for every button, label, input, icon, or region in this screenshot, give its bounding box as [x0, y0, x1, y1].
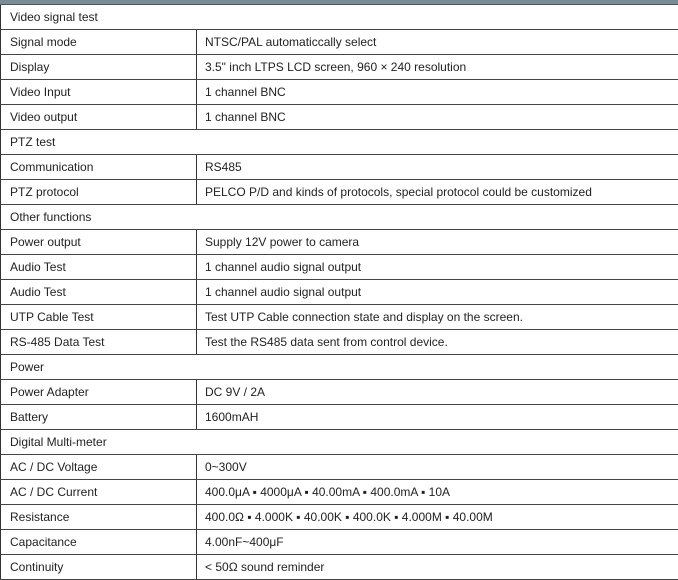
spec-label: Capacitance: [1, 530, 197, 555]
table-row: [1, 505, 678, 530]
spec-value: Supply 12V power to camera: [197, 230, 678, 255]
spec-label: Continuity: [1, 555, 197, 580]
spec-value: Test the RS485 data sent from control device.: [197, 330, 678, 355]
section-header-row: [1, 205, 678, 230]
spec-value: < 50Ω sound reminder: [197, 555, 678, 580]
spec-value: NTSC/PAL automaticcally select: [197, 30, 678, 55]
table-row: [1, 380, 678, 405]
table-row: [1, 55, 678, 80]
table-row: [1, 105, 678, 130]
table-row: [1, 305, 678, 330]
spec-label: Signal mode: [1, 30, 197, 55]
section-header-row: [1, 5, 678, 30]
table-row: [1, 405, 678, 430]
spec-value: 400.0μA ▪ 4000μA ▪ 40.00mA ▪ 400.0mA ▪ 10A: [197, 480, 678, 505]
spec-label: Resistance: [1, 505, 197, 530]
table-row: [1, 455, 678, 480]
spec-label: UTP Cable Test: [1, 305, 197, 330]
spec-label: Display: [1, 55, 197, 80]
table-row: [1, 30, 678, 55]
spec-label: Power Adapter: [1, 380, 197, 405]
spec-label: AC / DC Voltage: [1, 455, 197, 480]
spec-value: 1 channel BNC: [197, 105, 678, 130]
spec-label: Communication: [1, 155, 197, 180]
section-header-row: [1, 130, 678, 155]
spec-value: 1 channel audio signal output: [197, 280, 678, 305]
spec-label: RS-485 Data Test: [1, 330, 197, 355]
table-row: [1, 255, 678, 280]
spec-label: Battery: [1, 405, 197, 430]
table-row: [1, 555, 678, 580]
table-row: [1, 230, 678, 255]
section-title: PTZ test: [1, 130, 678, 155]
table-row: [1, 180, 678, 205]
table-row: [1, 530, 678, 555]
spec-value: Test UTP Cable connection state and display on the screen.: [197, 305, 678, 330]
spec-value: 1 channel BNC: [197, 80, 678, 105]
section-header-row: [1, 355, 678, 380]
section-title: Video signal test: [1, 5, 678, 30]
spec-label: Power output: [1, 230, 197, 255]
spec-value: PELCO P/D and kinds of protocols, special protocol could be customized: [197, 180, 678, 205]
spec-value: 1 channel audio signal output: [197, 255, 678, 280]
spec-value: RS485: [197, 155, 678, 180]
section-title: Digital Multi-meter: [1, 430, 678, 455]
spec-value: 4.00nF~400μF: [197, 530, 678, 555]
spec-value: 3.5" inch LTPS LCD screen, 960 × 240 resolution: [197, 55, 678, 80]
section-title: Power: [1, 355, 678, 380]
section-title: Other functions: [1, 205, 678, 230]
spec-value: 400.0Ω ▪ 4.000K ▪ 40.00K ▪ 400.0K ▪ 4.000M ▪ 40.00M: [197, 505, 678, 530]
spec-label: Video Input: [1, 80, 197, 105]
table-row: [1, 330, 678, 355]
spec-value: 1600mAH: [197, 405, 678, 430]
spec-label: AC / DC Current: [1, 480, 197, 505]
spec-value: 0~300V: [197, 455, 678, 480]
spec-label: Audio Test: [1, 255, 197, 280]
table-row: [1, 480, 678, 505]
spec-label: Audio Test: [1, 280, 197, 305]
table-row: [1, 80, 678, 105]
spec-value: DC 9V / 2A: [197, 380, 678, 405]
section-header-row: [1, 430, 678, 455]
table-row: [1, 280, 678, 305]
spec-table: [0, 5, 678, 580]
table-row: [1, 155, 678, 180]
spec-label: PTZ protocol: [1, 180, 197, 205]
spec-label: Video output: [1, 105, 197, 130]
